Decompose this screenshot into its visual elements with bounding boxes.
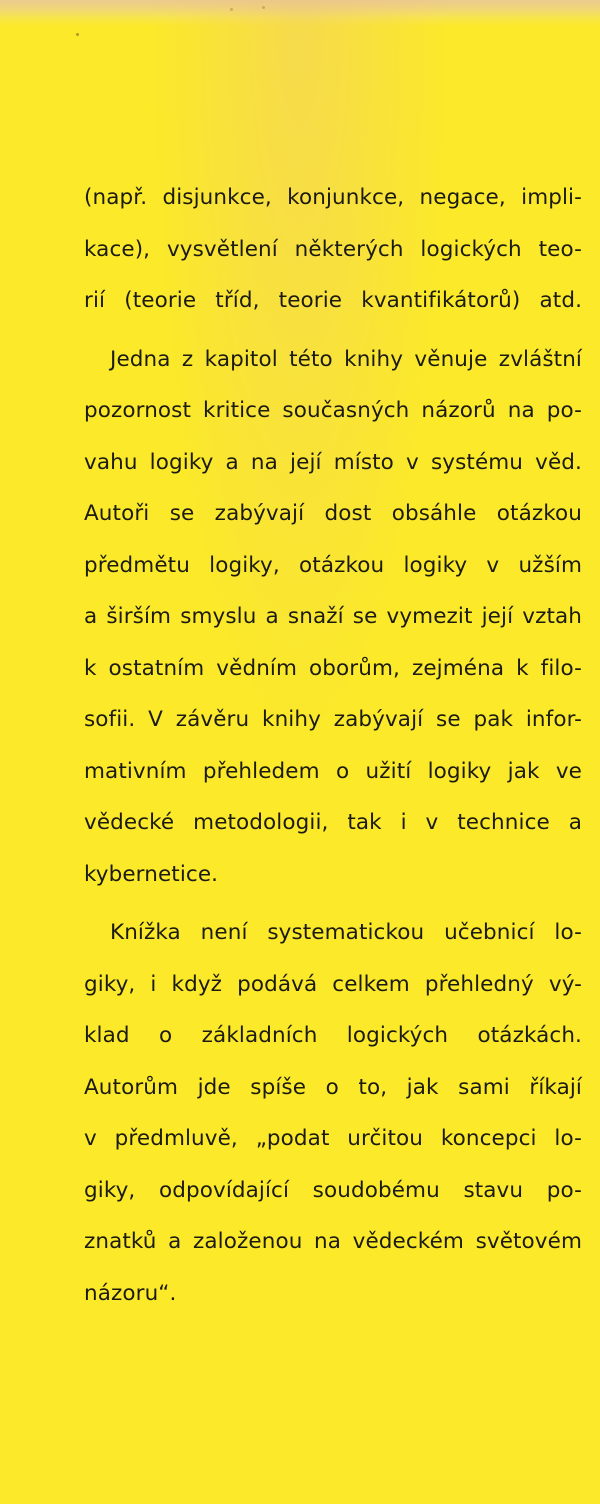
text-line: názoru“. bbox=[84, 1280, 177, 1306]
text-line: Jedna z kapitol této knihy věnuje zvláštní bbox=[110, 346, 582, 372]
text-line: mativním přehledem o užití logiky jak ve bbox=[84, 758, 582, 784]
paper-speck bbox=[262, 6, 265, 9]
text-line: rií (teorie tříd, teorie kvantifikátorů) atd. bbox=[84, 288, 582, 313]
text-line: k ostatním vědním oborům, zejména k filo- bbox=[84, 655, 582, 681]
text-line: sofii. V závěru knihy zabývají se pak infor- bbox=[84, 707, 582, 732]
text-line: Autoři se zabývají dost obsáhle otázkou bbox=[84, 501, 582, 526]
text-line: Knížka není systematickou učebnicí lo- bbox=[110, 920, 582, 945]
text-line: Autorům jde spíše o to, jak sami říkají bbox=[84, 1074, 582, 1100]
text-line: giky, odpovídající soudobému stavu po- bbox=[84, 1177, 582, 1203]
body-text bbox=[84, 172, 582, 1319]
text-line: kybernetice. bbox=[84, 861, 219, 887]
text-line: předmětu logiky, otázkou logiky v užším bbox=[84, 552, 582, 578]
paper-speck bbox=[76, 33, 79, 36]
text-line: klad o základních logických otázkách. bbox=[84, 1023, 582, 1048]
worn-top-edge bbox=[0, 0, 600, 18]
paragraph-3 bbox=[84, 907, 582, 1319]
text-line: v předmluvě, „podat určitou koncepci lo- bbox=[84, 1126, 582, 1151]
paragraph-2 bbox=[84, 334, 582, 901]
text-line: giky, i když podává celkem přehledný vý- bbox=[84, 971, 582, 997]
text-line: a širším smyslu a snaží se vymezit její vztah bbox=[84, 604, 582, 629]
paper-speck bbox=[230, 8, 233, 11]
text-line: pozornost kritice současných názorů na po- bbox=[84, 398, 582, 423]
text-line: vahu logiky a na její místo v systému věd. bbox=[84, 449, 582, 475]
text-line: vědecké metodologii, tak i v technice a bbox=[84, 810, 582, 835]
paragraph-1 bbox=[84, 172, 582, 327]
text-line: (např. disjunkce, konjunkce, negace, impli- bbox=[84, 185, 582, 210]
text-line: kace), vysvětlení některých logických teo- bbox=[84, 236, 582, 262]
text-line: znatků a založenou na vědeckém světovém bbox=[84, 1229, 582, 1254]
